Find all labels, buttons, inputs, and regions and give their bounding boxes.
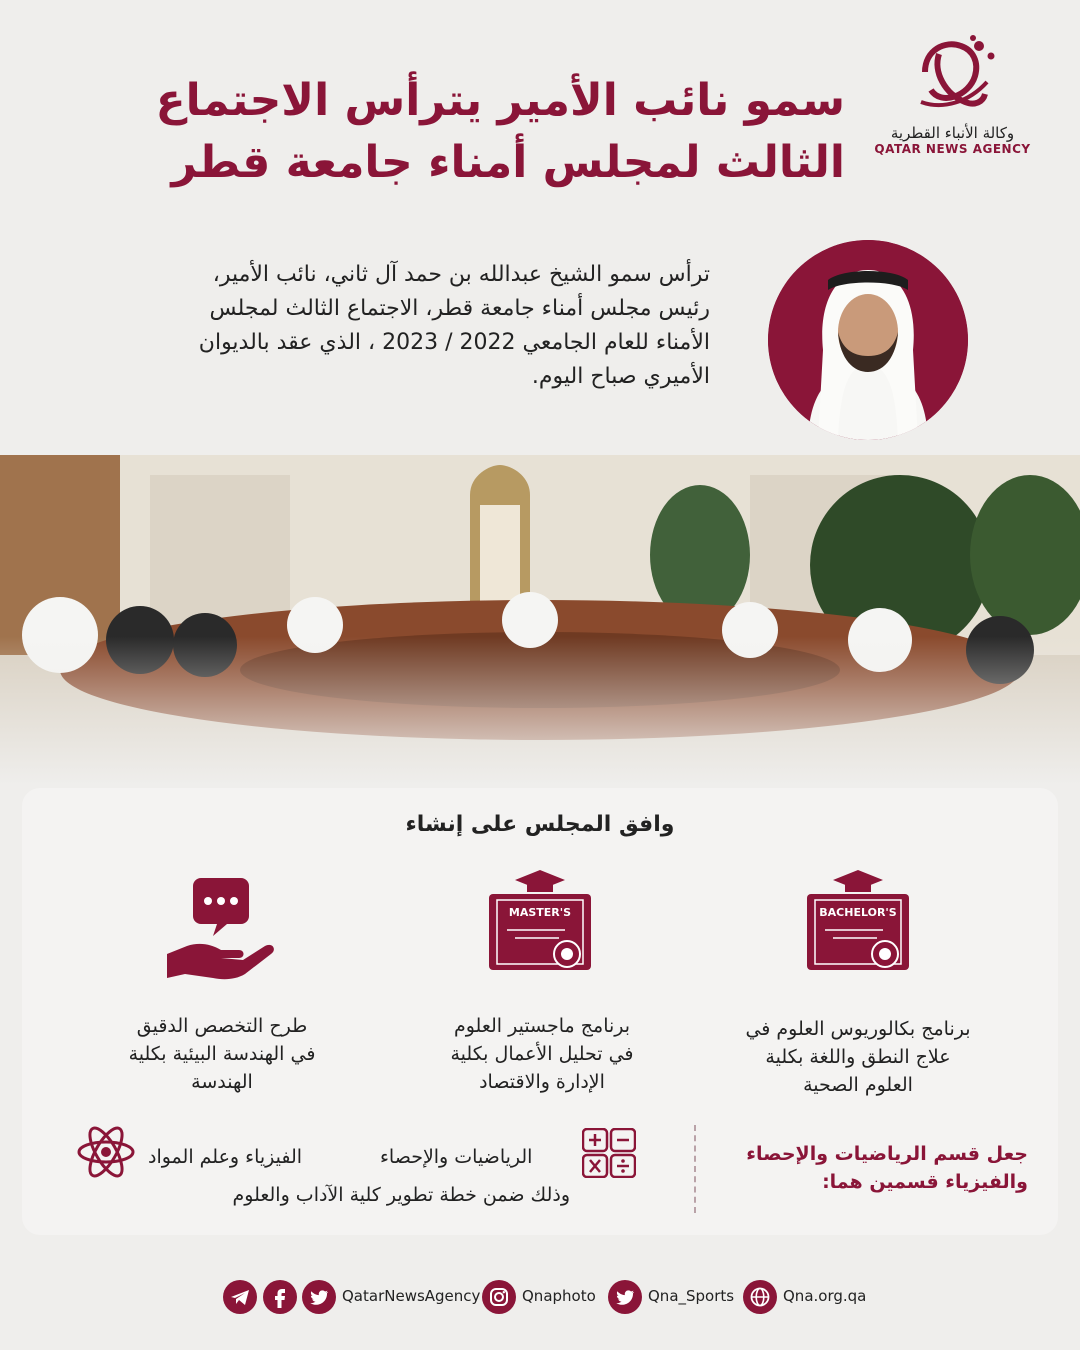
globe-icon: [743, 1280, 777, 1314]
approval-item-master-line-2: في تحليل الأعمال بكلية: [450, 1043, 634, 1065]
title-line-2: الثالث لمجلس أمناء جامعة قطر: [171, 137, 845, 188]
hand-chat-icon: [165, 878, 277, 982]
facebook-icon: [263, 1280, 297, 1314]
bachelor-badge-label: BACHELOR'S: [819, 906, 897, 919]
facebook-link[interactable]: [263, 1280, 297, 1314]
approval-item-bachelor-line-1: برنامج بكالوريوس العلوم في: [745, 1018, 971, 1040]
approval-item-master: [392, 1012, 692, 1096]
telegram-link[interactable]: [223, 1280, 257, 1314]
department-note: وذلك ضمن خطة تطوير كلية الآداب والعلوم: [232, 1184, 570, 1206]
twitter-link-main[interactable]: [302, 1280, 336, 1314]
instagram-icon: [482, 1280, 516, 1314]
qna-logo-mark-icon: [903, 32, 1003, 118]
intro-line-4: الأميري صباح اليوم.: [531, 364, 710, 389]
portrait-photo: [768, 240, 968, 440]
master-certificate-icon: [485, 870, 595, 976]
department-split-label-line-1: جعل قسم الرياضيات والإحصاء: [746, 1143, 1028, 1165]
title-line-1: سمو نائب الأمير يترأس الاجتماع: [155, 75, 845, 126]
department-physics-materials: الفيزياء وعلم المواد: [148, 1146, 303, 1168]
department-split-label: [738, 1140, 1028, 1196]
intro-line-1: ترأس سمو الشيخ عبدالله بن حمد آل ثاني، نائب الأمير،: [212, 262, 710, 287]
twitter-link-sports[interactable]: [608, 1280, 642, 1314]
meeting-photo: [0, 455, 1080, 785]
intro-line-3: الأمناء للعام الجامعي 2022 / 2023 ، الذي عقد بالديوان: [198, 330, 710, 355]
logo-english-name: QATAR NEWS AGENCY: [874, 142, 1031, 156]
approval-item-engineering-line-3: الهندسة: [191, 1071, 253, 1093]
department-math-statistics: الرياضيات والإحصاء: [380, 1146, 533, 1168]
meeting-scene-illustration: [0, 455, 1080, 785]
department-split-label-line-2: والفيزياء قسمين هما:: [822, 1171, 1028, 1193]
twitter-icon: [302, 1280, 336, 1314]
handle-sports[interactable]: Qna_Sports: [648, 1287, 735, 1305]
telegram-icon: [223, 1280, 257, 1314]
master-badge-label: MASTER'S: [508, 906, 572, 919]
twitter-icon: [608, 1280, 642, 1314]
website-url[interactable]: Qna.org.qa: [783, 1287, 867, 1305]
bachelor-certificate-icon: [803, 870, 913, 976]
website-link[interactable]: [743, 1280, 777, 1314]
intro-line-2: رئيس مجلس أمناء جامعة قطر، الاجتماع الثالث لمجلس: [209, 296, 710, 321]
calculator-icon: [582, 1128, 636, 1178]
intro-paragraph: [70, 258, 710, 394]
page-title: [125, 70, 845, 194]
instagram-link[interactable]: [482, 1280, 516, 1314]
qna-logo: [865, 32, 1040, 162]
approval-item-master-line-3: الإدارة والاقتصاد: [479, 1071, 605, 1093]
approval-item-bachelor-line-3: العلوم الصحية: [803, 1074, 913, 1096]
section-divider: [694, 1125, 696, 1213]
approval-item-master-line-1: برنامج ماجستير العلوم: [453, 1015, 631, 1037]
approval-item-bachelor-line-2: علاج النطق واللغة بكلية: [765, 1046, 951, 1068]
approval-item-engineering-line-1: طرح التخصص الدقيق: [136, 1015, 308, 1037]
portrait-illustration: [768, 240, 968, 440]
handle-main[interactable]: QatarNewsAgency: [342, 1287, 481, 1305]
approval-item-bachelor: [708, 1015, 1008, 1099]
approval-item-engineering: [72, 1012, 372, 1096]
approval-item-engineering-line-2: في الهندسة البيئية بكلية: [128, 1043, 316, 1065]
handle-photo[interactable]: Qnaphoto: [522, 1287, 596, 1305]
approvals-heading: وافق المجلس على إنشاء: [405, 812, 675, 837]
atom-icon: [76, 1122, 136, 1182]
logo-arabic-name: وكالة الأنباء القطرية: [890, 124, 1015, 142]
